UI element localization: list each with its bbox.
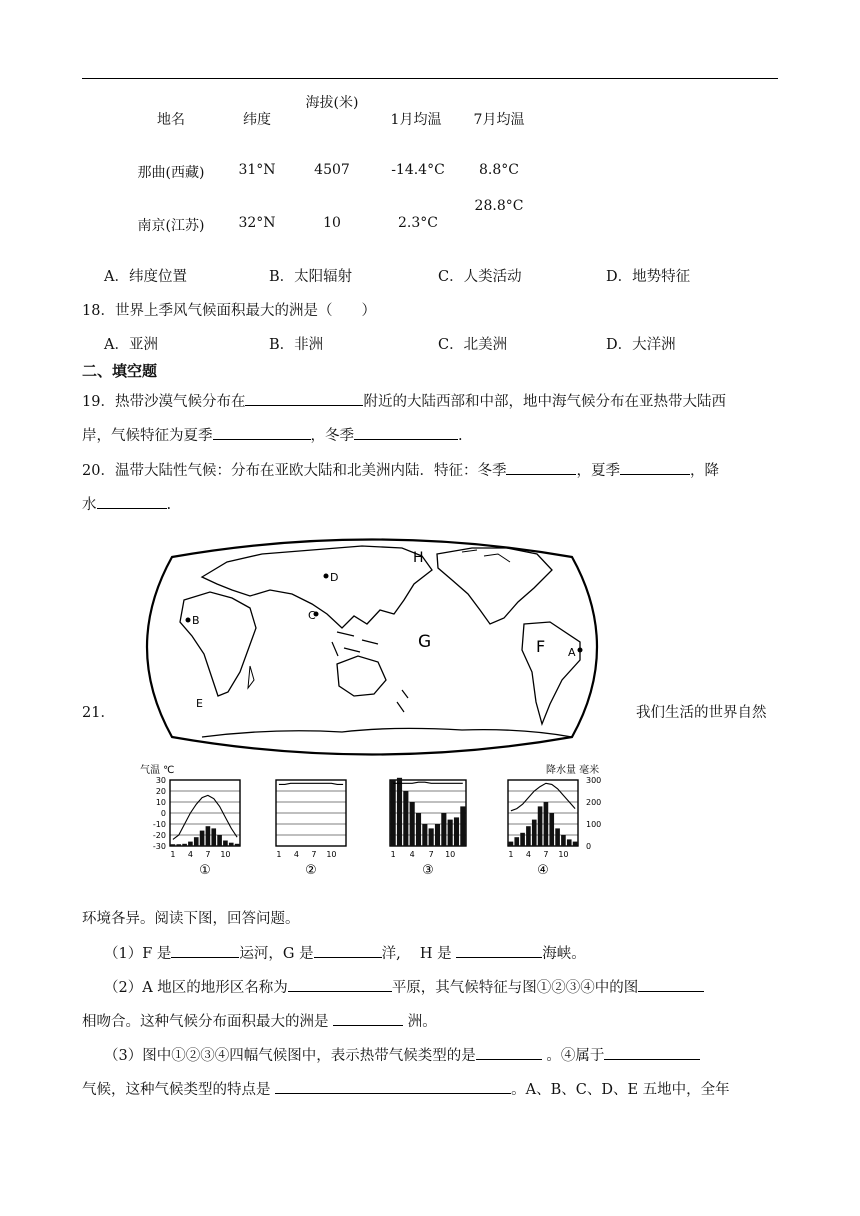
- precip-bar: [182, 844, 187, 846]
- q21-sub3-line2: 气候，这种气候类型的特点是 。A、B、C、D、E 五地中，全年: [82, 1078, 730, 1099]
- month-tick-label: 7: [311, 850, 317, 859]
- precip-bar: [429, 828, 434, 846]
- precip-bar: [176, 844, 181, 846]
- precip-bar: [549, 813, 554, 846]
- map-label-f: F: [536, 637, 546, 656]
- map-label-b: B: [192, 614, 200, 627]
- month-tick-label: 4: [409, 850, 415, 859]
- precip-bar: [561, 835, 566, 846]
- month-tick-label: 4: [293, 850, 299, 859]
- world-map: [132, 532, 612, 762]
- precip-bar: [514, 837, 519, 846]
- answer-blank[interactable]: [245, 391, 363, 406]
- precip-bar: [544, 802, 549, 846]
- map-label-e: E: [196, 697, 203, 710]
- month-tick-label: 1: [170, 850, 176, 859]
- q21-intro-cont: 环境各异。阅读下图，回答问题。: [82, 911, 300, 927]
- q20-line-2: 水 .: [82, 493, 171, 514]
- answer-blank[interactable]: [275, 1079, 511, 1094]
- month-tick-label: 1: [508, 850, 514, 859]
- map-label-g: G: [418, 632, 432, 652]
- precip-bar: [403, 791, 408, 846]
- precip-bar: [171, 844, 176, 846]
- precip-bar: [538, 806, 543, 846]
- month-tick-label: 10: [558, 850, 569, 859]
- chart-number-label: ③: [422, 863, 434, 878]
- answer-blank[interactable]: [476, 1045, 542, 1060]
- precip-bar: [235, 844, 240, 846]
- answer-blank[interactable]: [456, 943, 542, 958]
- precip-bar: [229, 843, 234, 846]
- q21-sub2-line2: 相吻合。这种气候分布面积最大的洲是 洲。: [82, 1010, 437, 1031]
- month-tick-label: 7: [205, 850, 211, 859]
- climate-chart: [276, 780, 346, 878]
- precip-tick-label: 100: [586, 820, 602, 829]
- table-cell: -14.4°C: [391, 162, 445, 178]
- q21-tail: 我们生活的世界自然: [636, 705, 767, 721]
- precip-bar: [188, 842, 193, 846]
- temp-tick-label: -10: [152, 820, 166, 829]
- map-label-c: C: [308, 609, 316, 622]
- table-header: 1月均温: [390, 112, 442, 128]
- precip-bar: [211, 828, 216, 846]
- answer-blank[interactable]: [333, 1011, 403, 1026]
- precip-bar: [520, 833, 525, 846]
- table-cell: 4507: [314, 162, 350, 178]
- answer-blank[interactable]: [354, 425, 458, 440]
- month-tick-label: 7: [543, 850, 549, 859]
- table-cell: 10: [323, 215, 341, 231]
- table-cell: 2.3°C: [398, 215, 438, 231]
- table-header: 地名: [157, 112, 185, 128]
- answer-blank[interactable]: [314, 943, 382, 958]
- precip-bar: [397, 778, 402, 846]
- precip-bar: [416, 813, 421, 846]
- q21-sub3-line1: （3）图中①②③④四幅气候图中，表示热带气候类型的是 。④属于: [104, 1044, 700, 1065]
- answer-blank[interactable]: [620, 460, 690, 475]
- month-tick-label: 4: [525, 850, 531, 859]
- q17-option-b: B．太阳辐射: [269, 269, 353, 285]
- month-tick-label: 4: [187, 850, 193, 859]
- table-cell: 31°N: [238, 162, 276, 178]
- answer-blank[interactable]: [638, 977, 704, 992]
- temp-tick-label: 0: [160, 809, 166, 818]
- header-rule: [82, 78, 778, 79]
- precip-tick-label: 0: [586, 842, 592, 851]
- answer-blank[interactable]: [213, 425, 311, 440]
- chart-number-label: ①: [199, 863, 211, 878]
- precip-bar: [573, 842, 578, 846]
- precip-bar: [391, 780, 396, 846]
- temp-tick-label: 10: [155, 798, 166, 807]
- precip-axis-label: 降水量 毫米: [546, 765, 600, 776]
- q21-sub2-line1: （2）A 地区的地形区名称为 平原，其气候特征与图①②③④中的图: [104, 976, 704, 997]
- table-cell: 28.8°C: [474, 198, 524, 214]
- answer-blank[interactable]: [97, 494, 167, 509]
- temp-tick-label: -30: [152, 842, 166, 851]
- chart-number-label: ②: [305, 863, 317, 878]
- map-label-h: H: [413, 550, 424, 566]
- precip-bar: [200, 831, 205, 846]
- precip-bar: [223, 841, 228, 847]
- precip-bar: [567, 839, 572, 846]
- climate-charts: [138, 762, 608, 884]
- table-cell: 8.8°C: [479, 162, 519, 178]
- map-label-a: A: [568, 646, 576, 659]
- q20-line-1: 20．温带大陆性气候：分布在亚欧大陆和北美洲内陆．特征：冬季 ，夏季 ，降: [82, 459, 719, 480]
- table-header: 海拔(米): [305, 95, 359, 111]
- answer-blank[interactable]: [171, 943, 239, 958]
- q18-option-d: D．大洋洲: [606, 337, 676, 353]
- q18-option-c: C．北美洲: [438, 337, 508, 353]
- table-cell: 32°N: [238, 215, 276, 231]
- precip-bar: [555, 828, 560, 846]
- precip-bar: [206, 826, 211, 846]
- table-cell: 南京(江苏): [137, 218, 205, 234]
- month-tick-label: 10: [326, 850, 337, 859]
- precip-bar: [410, 802, 415, 846]
- climate-chart: [508, 780, 578, 878]
- temp-tick-label: -20: [152, 831, 166, 840]
- table-header: 7月均温: [473, 112, 525, 128]
- month-tick-label: 10: [220, 850, 231, 859]
- map-label-d: D: [330, 571, 339, 584]
- q18-stem: 18．世界上季风气候面积最大的洲是（ ）: [82, 303, 376, 319]
- chart-number-label: ④: [537, 863, 549, 878]
- precip-bar: [448, 820, 453, 846]
- precip-bar: [435, 824, 440, 846]
- precip-bar: [217, 835, 222, 846]
- climate-chart: [170, 780, 240, 878]
- precip-bar: [441, 813, 446, 846]
- precip-bar: [454, 817, 459, 846]
- q17-option-d: D．地势特征: [606, 269, 691, 285]
- q18-option-a: A．亚洲: [104, 337, 158, 353]
- precip-bar: [526, 826, 531, 846]
- precip-bar: [509, 842, 514, 846]
- precip-tick-label: 300: [586, 776, 602, 785]
- answer-blank[interactable]: [604, 1045, 700, 1060]
- q19-line-1: 19．热带沙漠气候分布在 附近的大陆西部和中部，地中海气候分布在亚热带大陆西: [82, 390, 726, 411]
- precip-bar: [460, 806, 465, 846]
- precip-bar: [532, 820, 537, 846]
- month-tick-label: 1: [390, 850, 396, 859]
- temp-tick-label: 30: [155, 776, 166, 785]
- temp-tick-label: 20: [155, 787, 166, 796]
- month-tick-label: 7: [428, 850, 434, 859]
- answer-blank[interactable]: [506, 460, 576, 475]
- precip-bar: [422, 824, 427, 846]
- q17-option-c: C．人类活动: [438, 269, 522, 285]
- climate-chart: [390, 778, 466, 878]
- q21-number: 21．: [82, 705, 115, 721]
- month-tick-label: 1: [276, 850, 282, 859]
- precip-bar: [194, 837, 199, 846]
- answer-blank[interactable]: [288, 977, 392, 992]
- q18-option-b: B．非洲: [269, 337, 324, 353]
- precip-tick-label: 200: [586, 798, 602, 807]
- table-header: 纬度: [243, 112, 271, 128]
- temp-axis-label: 气温 ℃: [140, 765, 175, 776]
- section-title: 二、填空题: [82, 362, 158, 380]
- q21-sub1: （1）F 是 运河，G 是 洋, H 是 海峡。: [104, 942, 586, 963]
- month-tick-label: 10: [445, 850, 456, 859]
- q19-line-2: 岸，气候特征为夏季 ，冬季 .: [82, 424, 463, 445]
- table-cell: 那曲(西藏): [137, 165, 205, 181]
- q17-option-a: A．纬度位置: [104, 269, 187, 285]
